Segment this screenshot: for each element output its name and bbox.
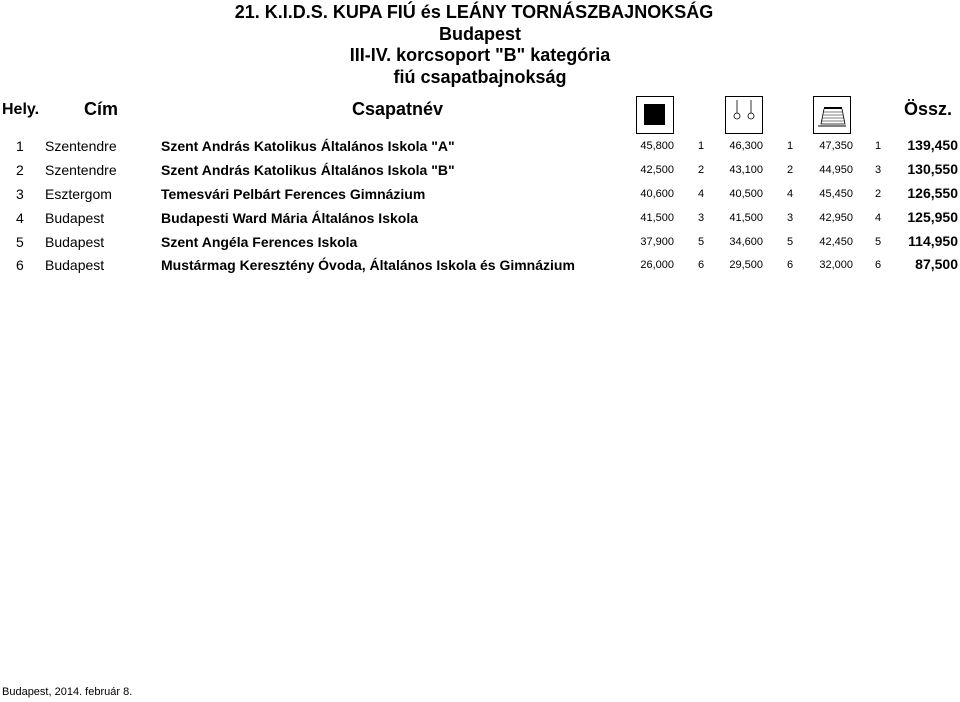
floor-rank-cell: 4 <box>697 188 705 200</box>
rings-score-cell: 40,500 <box>729 188 763 200</box>
city-cell: Esztergom <box>45 186 112 202</box>
vault-rank-cell: 6 <box>874 259 882 271</box>
city-cell: Budapest <box>45 234 105 250</box>
rings-score-cell: 29,500 <box>729 259 763 271</box>
total-cell: 114,950 <box>908 233 958 249</box>
floor-icon <box>636 96 674 134</box>
table-row <box>0 254 960 277</box>
total-cell: 125,950 <box>907 209 958 225</box>
team-cell: Szent András Katolikus Általános Iskola "A" <box>161 138 455 154</box>
table-row <box>0 207 960 230</box>
team-cell: Szent András Katolikus Általános Iskola "B" <box>161 162 455 178</box>
floor-rank-cell: 3 <box>697 212 705 224</box>
rings-score-cell: 43,100 <box>729 164 763 176</box>
title-block <box>0 2 960 88</box>
table-row <box>0 231 960 254</box>
vault-icon <box>813 96 851 134</box>
category-title: III-IV. korcsoport "B" kategória <box>349 45 611 65</box>
place-cell: 6 <box>16 257 24 273</box>
vault-score-cell: 44,950 <box>819 164 853 176</box>
vault-rank-cell: 1 <box>874 140 882 152</box>
floor-score-cell: 26,000 <box>640 259 674 271</box>
city-cell: Budapest <box>45 210 105 226</box>
floor-score-cell: 45,800 <box>640 140 674 152</box>
rings-rank-cell: 6 <box>786 259 794 271</box>
total-cell: 130,550 <box>907 161 958 177</box>
floor-rank-cell: 2 <box>697 164 705 176</box>
place-cell: 4 <box>16 210 24 226</box>
table-row <box>0 183 960 206</box>
rings-rank-cell: 5 <box>786 236 794 248</box>
rings-rank-cell: 3 <box>786 212 794 224</box>
vault-score-cell: 42,450 <box>819 236 853 248</box>
rings-score-cell: 34,600 <box>729 236 763 248</box>
rings-rank-cell: 2 <box>786 164 794 176</box>
floor-score-cell: 37,900 <box>640 236 674 248</box>
place-cell: 2 <box>16 162 24 178</box>
table-row <box>0 159 960 182</box>
team-cell: Temesvári Pelbárt Ferences Gimnázium <box>161 186 426 202</box>
total-cell: 87,500 <box>915 256 958 272</box>
table-row <box>0 135 960 158</box>
vault-rank-cell: 4 <box>874 212 882 224</box>
vault-rank-cell: 2 <box>874 188 882 200</box>
floor-rank-cell: 5 <box>697 236 705 248</box>
rings-score-cell: 46,300 <box>729 140 763 152</box>
vault-rank-cell: 3 <box>874 164 882 176</box>
city-cell: Szentendre <box>45 162 117 178</box>
header-total: Össz. <box>904 99 953 119</box>
rings-score-cell: 41,500 <box>729 212 763 224</box>
floor-score-cell: 42,500 <box>640 164 674 176</box>
event-title: fiú csapatbajnokság <box>393 66 567 87</box>
rings-icon <box>725 96 763 134</box>
competition-title: 21. K.I.D.S. KUPA FIÚ és LEÁNY TORNÁSZBAJNOKSÁG <box>234 2 714 22</box>
header-place: Hely. <box>2 101 40 118</box>
floor-rank-cell: 6 <box>697 259 705 271</box>
floor-score-cell: 41,500 <box>640 212 674 224</box>
location-title: Budapest <box>438 23 521 44</box>
floor-score-cell: 40,600 <box>640 188 674 200</box>
vault-score-cell: 42,950 <box>819 212 853 224</box>
header-city: Cím <box>84 99 119 119</box>
team-cell: Szent Angéla Ferences Iskola <box>161 234 358 250</box>
footer-date: Budapest, 2014. február 8. <box>2 686 133 698</box>
rings-rank-cell: 4 <box>786 188 794 200</box>
vault-rank-cell: 5 <box>874 236 882 248</box>
place-cell: 1 <box>16 138 24 154</box>
vault-score-cell: 32,000 <box>819 259 853 271</box>
header-team: Csapatnév <box>352 99 444 119</box>
rings-rank-cell: 1 <box>786 140 794 152</box>
team-cell: Mustármag Keresztény Óvoda, Általános Iskola és Gimnázium <box>161 257 575 273</box>
floor-rank-cell: 1 <box>697 140 705 152</box>
place-cell: 3 <box>16 186 24 202</box>
city-cell: Budapest <box>45 257 105 273</box>
city-cell: Szentendre <box>45 138 117 154</box>
vault-score-cell: 47,350 <box>819 140 853 152</box>
total-cell: 139,450 <box>907 137 958 153</box>
vault-score-cell: 45,450 <box>819 188 853 200</box>
total-cell: 126,550 <box>907 185 958 201</box>
place-cell: 5 <box>16 234 24 250</box>
team-cell: Budapesti Ward Mária Általános Iskola <box>161 210 418 226</box>
